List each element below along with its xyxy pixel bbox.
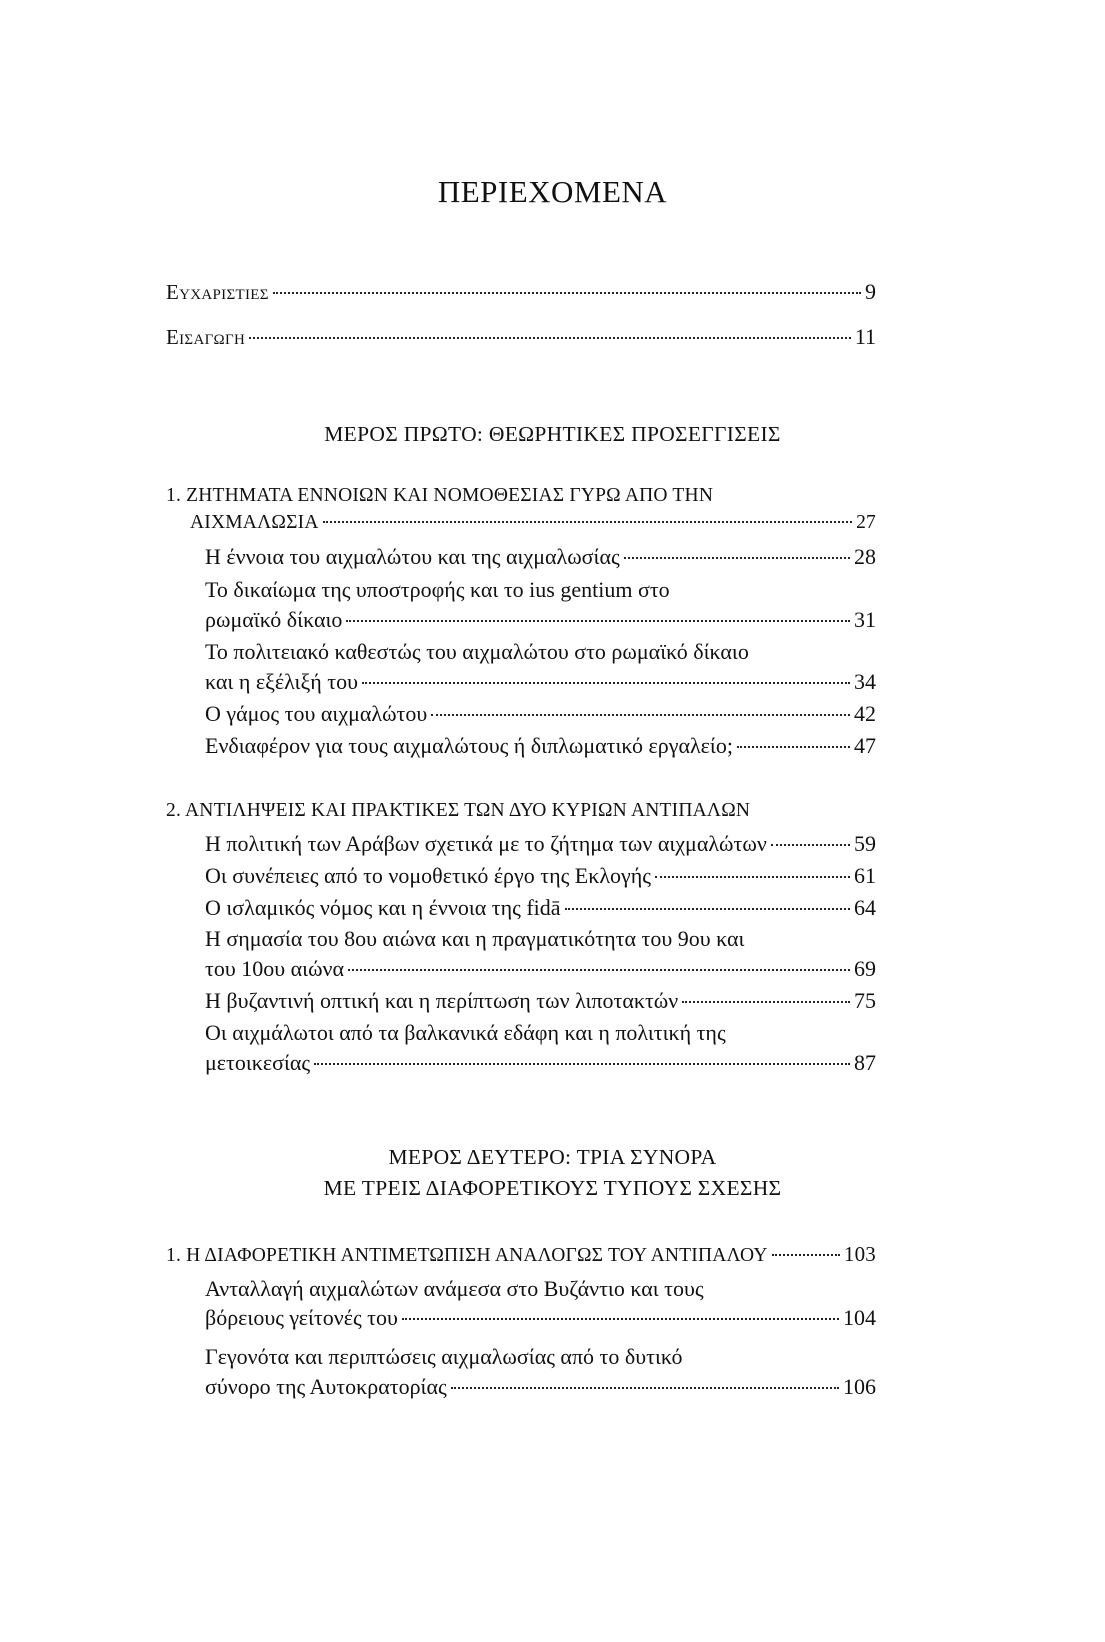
part-heading-line2: ΜΕ ΤΡΕΙΣ ΔΙΑΦΟΡΕΤΙΚΟΥΣ ΤΥΠΟΥΣ ΣΧΕΣΗΣ bbox=[323, 1176, 782, 1200]
page-number: 42 bbox=[854, 701, 876, 726]
page-number: 28 bbox=[854, 544, 876, 569]
toc-entry[interactable] bbox=[205, 893, 876, 923]
page-number: 11 bbox=[854, 324, 876, 349]
entry-label: σύνορο της Αυτοκρατορίας bbox=[205, 1374, 447, 1399]
page-number: 59 bbox=[854, 831, 876, 856]
chapter-title: 2. ΑΝΤΙΛΗΨΕΙΣ ΚΑΙ ΠΡΑΚΤΙΚΕΣ ΤΩΝ ΔΥΟ ΚΥΡΙΩΝ ΑΝΤΙΠΑΛΩΝ bbox=[166, 800, 751, 821]
part-heading: ΜΕΡΟΣ ΠΡΩΤΟ: ΘΕΩΡΗΤΙΚΕΣ ΠΡΟΣΕΓΓΙΣΕΙΣ bbox=[324, 422, 781, 446]
dot-leader bbox=[346, 620, 850, 622]
entry-label: Ο γάμος του αιχμαλώτου bbox=[205, 701, 428, 726]
page-number: 104 bbox=[843, 1305, 876, 1330]
entry-label-line: Οι αιχμάλωτοι από τα βαλκανικά εδάφη και η πολιτική της bbox=[205, 1020, 726, 1045]
page-number: 75 bbox=[854, 988, 876, 1013]
entry-label: ρωμαϊκό δίκαιο bbox=[205, 607, 343, 632]
page-number: 69 bbox=[854, 956, 876, 981]
dot-leader bbox=[624, 557, 850, 559]
entry-label-line: Το πολιτειακό καθεστώς του αιχμαλώτου στο ρωμαϊκό δίκαιο bbox=[205, 639, 749, 664]
entry-label: μετοικεσίας bbox=[205, 1050, 311, 1075]
page-number: 61 bbox=[854, 863, 876, 888]
toc-entry[interactable] bbox=[205, 605, 876, 635]
entry-label: Ευχαριστιες bbox=[166, 280, 269, 304]
dot-leader bbox=[655, 876, 850, 878]
page-number: 106 bbox=[843, 1374, 876, 1399]
page-number: 47 bbox=[854, 733, 876, 758]
dot-leader bbox=[451, 1387, 839, 1389]
part-heading: ΜΕΡΟΣ ΔΕΥΤΕΡΟ: ΤΡΙΑ ΣΥΝΟΡΑ bbox=[388, 1145, 717, 1169]
dot-leader bbox=[682, 1001, 850, 1003]
entry-label-line: Γεγονότα και περιπτώσεις αιχμαλωσίας από το δυτικό bbox=[205, 1344, 683, 1369]
entry-label-line: Η σημασία του 8ου αιώνα και η πραγματικότητα του 9ου και bbox=[205, 926, 745, 951]
entry-label: Ο ισλαμικός νόμος και η έννοια της fidā bbox=[205, 895, 561, 920]
toc-entry[interactable] bbox=[205, 986, 876, 1016]
dot-leader bbox=[249, 337, 851, 339]
toc-entry[interactable] bbox=[205, 731, 876, 761]
toc-entry[interactable] bbox=[205, 667, 876, 697]
dot-leader bbox=[323, 521, 852, 523]
page-number: 103 bbox=[843, 1242, 876, 1266]
entry-label: βόρειους γείτονές του bbox=[205, 1305, 398, 1330]
dot-leader bbox=[565, 908, 850, 910]
dot-leader bbox=[362, 682, 850, 684]
dot-leader bbox=[402, 1318, 839, 1320]
entry-label: και η εξέλιξή του bbox=[205, 669, 358, 694]
toc-entry[interactable] bbox=[205, 1303, 876, 1333]
page-number: 64 bbox=[854, 895, 876, 920]
entry-label: Η έννοια του αιχμαλώτου και της αιχμαλωσίας bbox=[205, 544, 620, 569]
entry-label: ΑΙΧΜΑΛΩΣΙΑ bbox=[190, 512, 319, 533]
dot-leader bbox=[771, 844, 850, 846]
entry-label: 1. Η ΔΙΑΦΟΡΕΤΙΚΗ ΑΝΤΙΜΕΤΩΠΙΣΗ ΑΝΑΛΟΓΩΣ ΤΟΥ ΑΝΤΙΠΑΛΟΥ bbox=[166, 1245, 768, 1266]
toc-entry[interactable] bbox=[205, 699, 876, 729]
toc-entry[interactable] bbox=[205, 1372, 876, 1402]
entry-label: Εισαγωγη bbox=[166, 325, 246, 349]
entry-label-line: Ανταλλαγή αιχμαλώτων ανάμεσα στο Βυζάντιο και τους bbox=[205, 1276, 704, 1301]
page-number: 31 bbox=[854, 607, 876, 632]
toc-entry-chapter[interactable] bbox=[190, 508, 876, 538]
page-number: 87 bbox=[854, 1050, 876, 1075]
toc-entry-chapter[interactable] bbox=[166, 1239, 876, 1271]
page-title: ΠΕΡΙΕΧΟΜΕΝΑ bbox=[437, 174, 668, 209]
toc-entry-introduction[interactable] bbox=[166, 322, 876, 352]
toc-entry[interactable] bbox=[205, 861, 876, 891]
page-number: 9 bbox=[865, 279, 876, 304]
dot-leader bbox=[772, 1254, 840, 1256]
page-number: 27 bbox=[856, 512, 876, 533]
entry-label-line: Το δικαίωμα της υποστροφής και το ius gentium στο bbox=[205, 577, 670, 602]
chapter-title: 1. ΖΗΤΗΜΑΤΑ ΕΝΝΟΙΩΝ ΚΑΙ ΝΟΜΟΘΕΣΙΑΣ ΓΥΡΩ ΑΠΟ ΤΗΝ bbox=[166, 485, 714, 506]
entry-label: του 10ου αιώνα bbox=[205, 956, 345, 981]
toc-entry[interactable] bbox=[205, 829, 876, 859]
page-number: 34 bbox=[854, 669, 876, 694]
toc-entry-acknowledgements[interactable] bbox=[166, 277, 876, 307]
toc-entry[interactable] bbox=[205, 954, 876, 984]
toc-entry[interactable] bbox=[205, 1048, 876, 1078]
entry-label: Οι συνέπειες από το νομοθετικό έργο της Εκλογής bbox=[205, 863, 651, 888]
dot-leader bbox=[314, 1063, 850, 1065]
dot-leader bbox=[348, 969, 850, 971]
toc-entry[interactable] bbox=[205, 542, 876, 572]
entry-label: Ενδιαφέρον για τους αιχμαλώτους ή διπλωματικό εργαλείο; bbox=[205, 733, 733, 758]
dot-leader bbox=[273, 292, 861, 294]
entry-label: Η πολιτική των Αράβων σχετικά με το ζήτημα των αιχμαλώτων bbox=[205, 831, 767, 856]
entry-label: Η βυζαντινή οπτική και η περίπτωση των λιποτακτών bbox=[205, 988, 679, 1013]
dot-leader bbox=[737, 746, 850, 748]
dot-leader bbox=[431, 714, 850, 716]
